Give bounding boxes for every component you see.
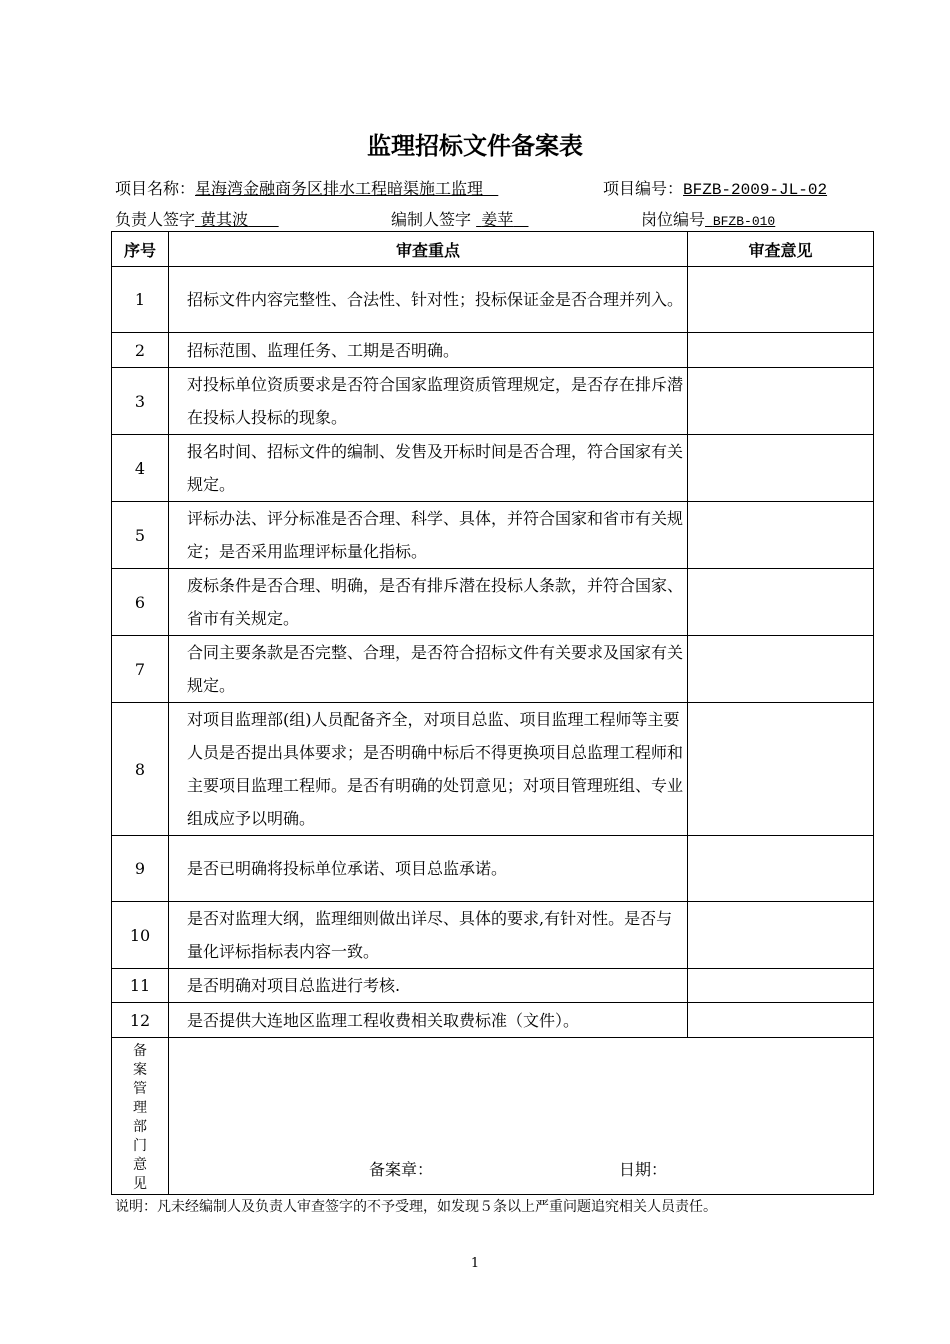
row-opinion-cell[interactable] bbox=[688, 267, 874, 333]
project-no-label: 项目编号： bbox=[603, 179, 684, 198]
row-opinion-cell[interactable] bbox=[688, 969, 874, 1003]
leader-label: 负责人签字 bbox=[115, 210, 196, 229]
row-opinion-cell[interactable] bbox=[688, 1003, 874, 1038]
row-opinion-cell[interactable] bbox=[688, 836, 874, 902]
editor-value: 姜苹 bbox=[481, 210, 514, 229]
filing-dept-label bbox=[112, 1038, 169, 1195]
page-title: 监理招标文件备案表 bbox=[367, 132, 583, 160]
table-row bbox=[112, 267, 874, 333]
row-no: 2 bbox=[112, 333, 169, 368]
row-opinion-cell[interactable] bbox=[688, 435, 874, 502]
leader-value: 黄其波 bbox=[200, 210, 249, 229]
row-no: 11 bbox=[112, 969, 169, 1003]
row-opinion-cell[interactable] bbox=[688, 502, 874, 569]
row-no: 6 bbox=[112, 569, 169, 636]
date-label: 日期： bbox=[619, 1160, 668, 1179]
row-opinion-cell[interactable] bbox=[688, 636, 874, 703]
project-no-line bbox=[603, 176, 827, 199]
filing-row bbox=[112, 1038, 874, 1195]
row-no: 1 bbox=[112, 267, 169, 333]
header-no: 序号 bbox=[112, 232, 169, 267]
table-row bbox=[112, 435, 874, 502]
table-row bbox=[112, 703, 874, 836]
row-no: 7 bbox=[112, 636, 169, 703]
table-row bbox=[112, 1003, 874, 1038]
header-opinion: 审查意见 bbox=[688, 232, 874, 267]
row-opinion-cell[interactable] bbox=[688, 368, 874, 435]
project-name-label: 项目名称： bbox=[115, 179, 196, 198]
leader-line bbox=[115, 207, 279, 230]
row-text: 合同主要条款是否完整、合理，是否符合招标文件有关要求及国家有关规定。 bbox=[169, 636, 688, 703]
page-number: 1 bbox=[470, 1256, 480, 1271]
footnote: 说明：凡未经编制人及负责人审查签字的不予受理，如发现５条以上严重问题追究相关人员责任。 bbox=[115, 1199, 717, 1215]
review-table bbox=[111, 231, 874, 1195]
table-header-row bbox=[112, 232, 874, 267]
project-name-value: 星海湾金融商务区排水工程暗渠施工监理 bbox=[195, 179, 484, 198]
post-value: BFZB-010 bbox=[712, 214, 776, 229]
row-text: 废标条件是否合理、明确，是否有排斥潜在投标人条款，并符合国家、省市有关规定。 bbox=[169, 569, 688, 636]
post-line bbox=[641, 207, 775, 230]
table-row bbox=[112, 636, 874, 703]
row-text: 对投标单位资质要求是否符合国家监理资质管理规定，是否存在排斥潜在投标人投标的现象。 bbox=[169, 368, 688, 435]
table-row bbox=[112, 333, 874, 368]
row-text: 对项目监理部(组)人员配备齐全，对项目总监、项目监理工程师等主要人员是否提出具体要求；是否明确中标后不得更换项目总监理工程师和主要项目监理工程师。是否有明确的处罚意见；对项目管理班组、专业组成应予以明确。 bbox=[169, 703, 688, 836]
row-no: 8 bbox=[112, 703, 169, 836]
row-text: 招标范围、监理任务、工期是否明确。 bbox=[169, 333, 688, 368]
editor-label: 编制人签字 bbox=[391, 210, 472, 229]
row-no: 9 bbox=[112, 836, 169, 902]
table-row bbox=[112, 368, 874, 435]
row-opinion-cell[interactable] bbox=[688, 569, 874, 636]
seal-label: 备案章： bbox=[369, 1160, 434, 1179]
row-text: 评标办法、评分标准是否合理、科学、具体，并符合国家和省市有关规定；是否采用监理评标量化指标。 bbox=[169, 502, 688, 569]
filing-dept-label-text: 备 案 管 理 部 门 意 见 bbox=[133, 1043, 147, 1192]
table-row bbox=[112, 969, 874, 1003]
editor-line bbox=[391, 207, 528, 230]
row-no: 12 bbox=[112, 1003, 169, 1038]
table-row bbox=[112, 569, 874, 636]
row-text: 招标文件内容完整性、合法性、针对性；投标保证金是否合理并列入。 bbox=[169, 267, 688, 333]
row-opinion-cell[interactable] bbox=[688, 902, 874, 969]
table-row bbox=[112, 502, 874, 569]
row-text: 是否提供大连地区监理工程收费相关取费标准（文件）。 bbox=[169, 1003, 688, 1038]
table-row bbox=[112, 836, 874, 902]
row-no: 5 bbox=[112, 502, 169, 569]
header-focus: 审查重点 bbox=[169, 232, 688, 267]
project-name-line bbox=[115, 176, 498, 199]
row-opinion-cell[interactable] bbox=[688, 703, 874, 836]
table-row bbox=[112, 902, 874, 969]
post-label: 岗位编号 bbox=[641, 210, 706, 229]
row-text: 是否已明确将投标单位承诺、项目总监承诺。 bbox=[169, 836, 688, 902]
row-text: 报名时间、招标文件的编制、发售及开标时间是否合理，符合国家有关规定。 bbox=[169, 435, 688, 502]
row-no: 10 bbox=[112, 902, 169, 969]
project-no-value: BFZB-2009-JL-02 bbox=[683, 181, 828, 199]
row-text: 是否明确对项目总监进行考核. bbox=[169, 969, 688, 1003]
row-opinion-cell[interactable] bbox=[688, 333, 874, 368]
filing-dept-opinion-cell[interactable] bbox=[169, 1038, 874, 1195]
row-text: 是否对监理大纲，监理细则做出详尽、具体的要求,有针对性。是否与量化评标指标表内容一致。 bbox=[169, 902, 688, 969]
row-no: 4 bbox=[112, 435, 169, 502]
row-no: 3 bbox=[112, 368, 169, 435]
